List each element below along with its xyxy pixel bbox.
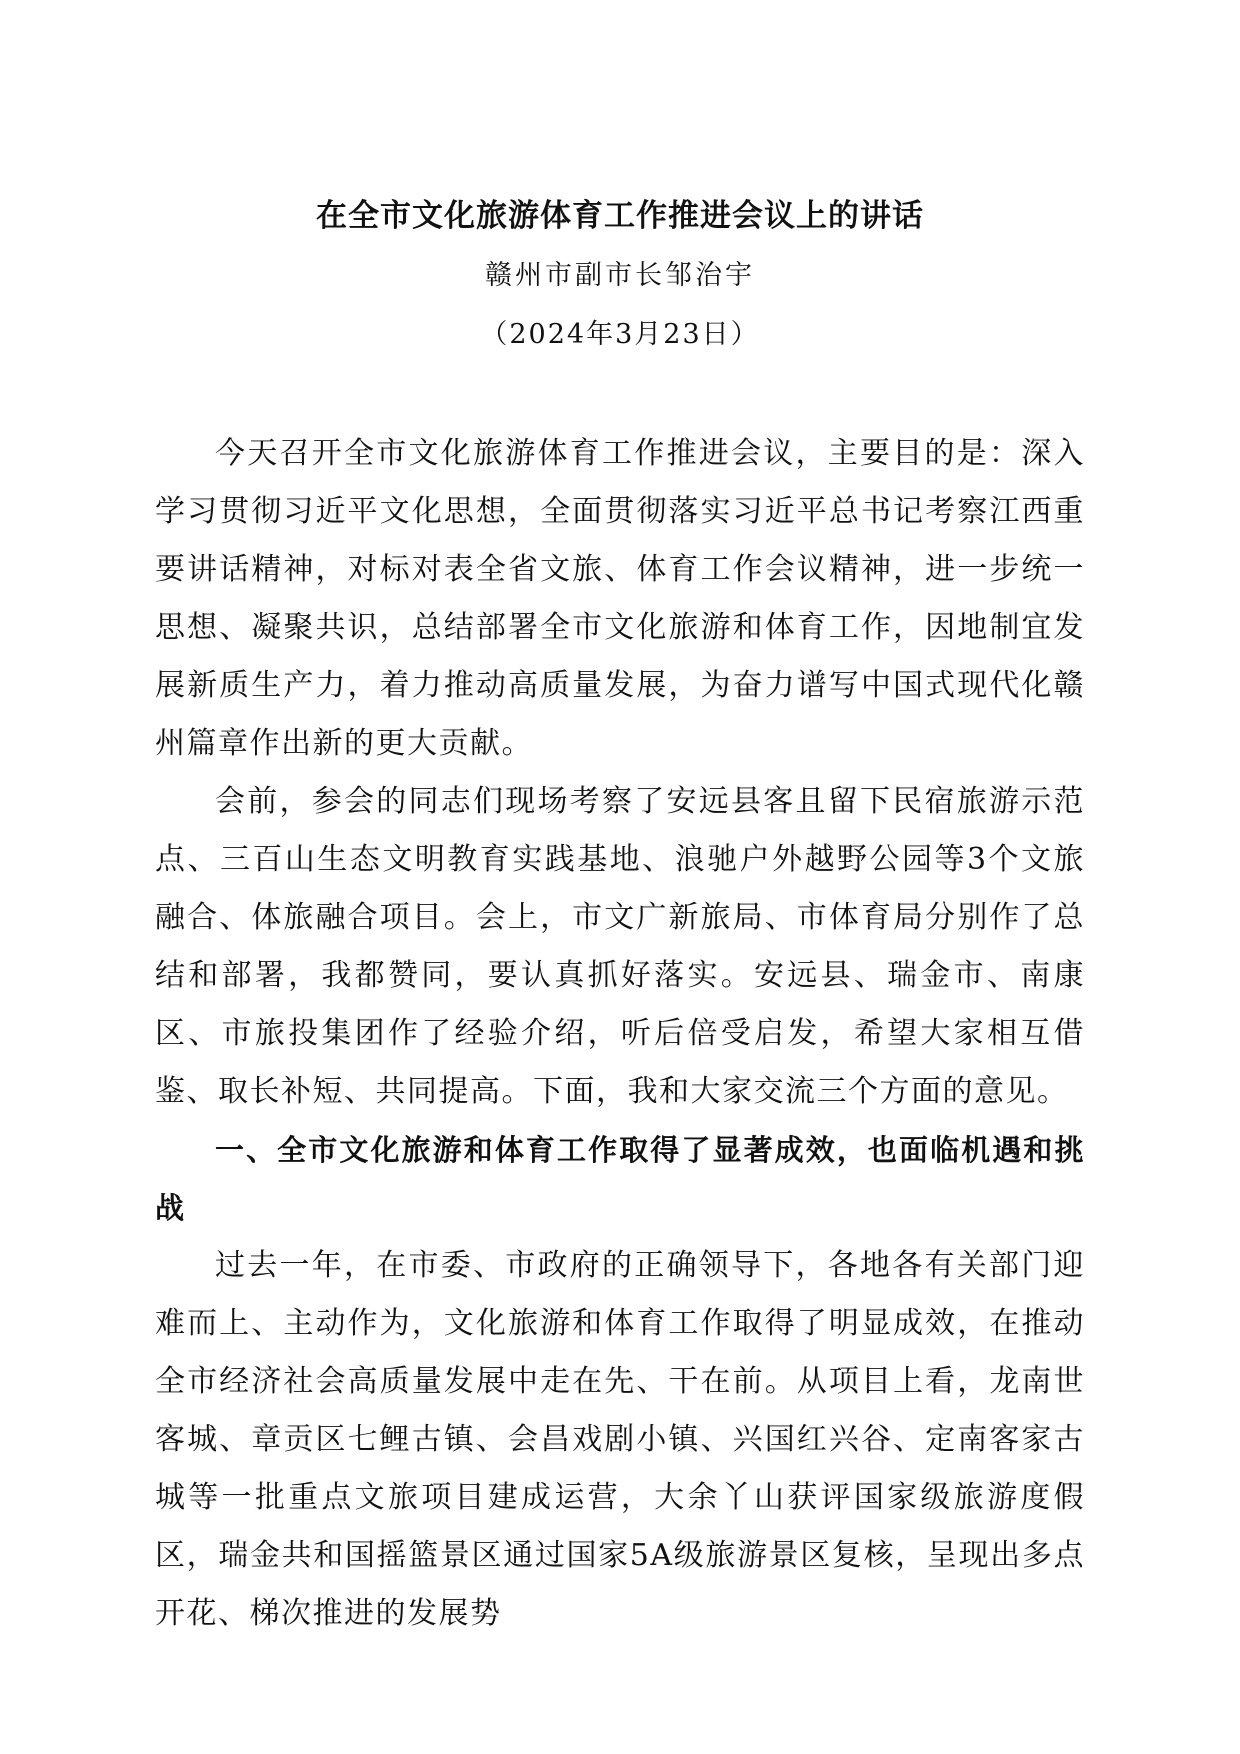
- document-date: （2024年3月23日）: [480, 319, 760, 350]
- document-body: [155, 425, 1085, 1643]
- section-heading: 一、全市文化旅游和体育工作取得了显著成效，也面临机遇和挑战: [155, 1133, 1085, 1225]
- document-author: 赣州市副市长邹治宇: [485, 260, 755, 291]
- document-title: 在全市文化旅游体育工作推进会议上的讲话: [316, 198, 924, 234]
- body-paragraph: 会前，参会的同志们现场考察了安远县客且留下民宿旅游示范点、三百山生态文明教育实践基地、浪驰户外越野公园等3个文旅融合、体旅融合项目。会上，市文广新旅局、市体育局分别作了总结和部署，我都赞同，要认真抓好落实。安远县、瑞金市、南康区、市旅投集团作了经验介绍，听后倍受启发，希望大家相互借鉴、取长补短、共同提高。下面，我和大家交流三个方面的意见。: [155, 784, 1085, 1109]
- body-paragraph: 今天召开全市文化旅游体育工作推进会议，主要目的是：深入学习贯彻习近平文化思想，全面贯彻落实习近平总书记考察江西重要讲话精神，对标对表全省文旅、体育工作会议精神，进一步统一思想、凝聚共识，总结部署全市文化旅游和体育工作，因地制宜发展新质生产力，着力推动高质量发展，为奋力谱写中国式现代化赣州篇章作出新的更大贡献。: [155, 436, 1085, 761]
- body-paragraph: 过去一年，在市委、市政府的正确领导下，各地各有关部门迎难而上、主动作为，文化旅游和体育工作取得了明显成效，在推动全市经济社会高质量发展中走在先、干在前。从项目上看，龙南世客城、章贡区七鲤古镇、会昌戏剧小镇、兴国红兴谷、定南客家古城等一批重点文旅项目建成运营，大余丫山获评国家级旅游度假区，瑞金共和国摇篮景区通过国家5A级旅游景区复核，呈现出多点开花、梯次推进的发展势: [155, 1248, 1085, 1631]
